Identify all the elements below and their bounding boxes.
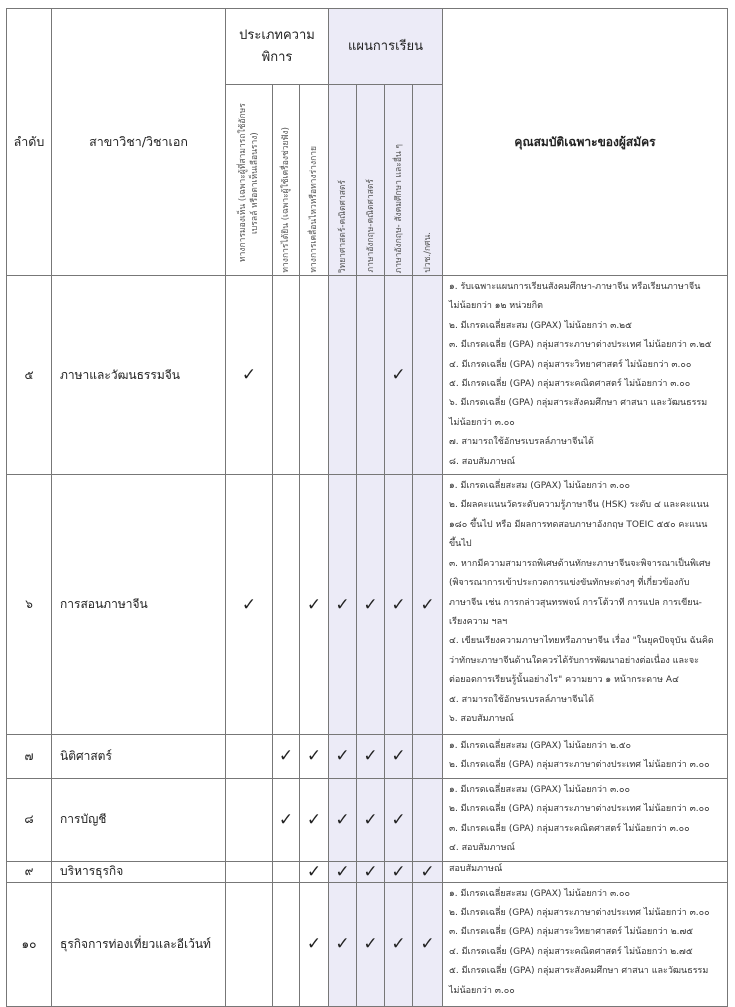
qualification-line: สอบสัมภาษณ์	[449, 863, 503, 874]
qualification-line: ๑. มีเกรดเฉลี่ยสะสม (GPAX) ไม่น้อยกว่า ๓.๐๐	[449, 784, 630, 795]
row-number: ๗	[7, 735, 52, 779]
header-label: วิทยาศาสตร์-คณิตศาสตร์	[337, 179, 348, 273]
check-icon: ✓	[300, 861, 329, 882]
check-icon: ✓	[226, 276, 273, 475]
header-label: ทางการเคลื่อนไหวหรือทางร่างกาย	[309, 146, 319, 273]
qualification-line: ๑๘๐ ขึ้นไป หรือ มีผลการทดสอบภาษาอังกฤษ TOEIC ๕๕๐ คะแนน	[449, 519, 708, 530]
row-major: การสอนภาษาจีน	[52, 475, 226, 735]
qualification-line: เรียงความ ฯลฯ	[449, 616, 508, 627]
empty-cell	[273, 276, 300, 475]
qualification-line: ๓. มีเกรดเฉลี่ย (GPA) กลุ่มสาระวิทยาศาสตร์ ไม่น้อยกว่า ๒.๗๕	[449, 927, 694, 938]
row-number: ๖	[7, 475, 52, 735]
qualification-line: ๔. สอบสัมภาษณ์	[449, 843, 515, 854]
qualification-line: ๔. มีเกรดเฉลี่ย (GPA) กลุ่มสาระคณิตศาสตร์ ไม่น้อยกว่า ๒.๗๕	[449, 946, 693, 957]
check-icon: ✓	[385, 735, 413, 779]
header-order: ลำดับ	[7, 9, 52, 276]
row-number: ๙	[7, 861, 52, 882]
qualification-line: ๒. มีเกรดเฉลี่ย (GPA) กลุ่มสาระภาษาต่างประเทศ ไม่น้อยกว่า ๓.๐๐	[449, 760, 710, 771]
check-icon: ✓	[357, 882, 385, 1006]
qualification-line: ๖. สอบสัมภาษณ์	[449, 713, 514, 724]
qualification-line: ๖. มีเกรดเฉลี่ย (GPA) กลุ่มสาระสังคมศึกษา ศาสนา และวัฒนธรรม	[449, 398, 708, 409]
qualification-line: ภาษาจีน เช่น การกล่าวสุนทรพจน์ การโต้วาที การแปล การเขียน-	[449, 597, 702, 608]
table-row	[7, 276, 728, 475]
check-icon: ✓	[385, 475, 413, 735]
check-icon: ✓	[226, 475, 273, 735]
empty-cell	[226, 735, 273, 779]
check-icon: ✓	[329, 882, 357, 1006]
header-label: ภาษาอังกฤษ- สังคมศึกษา และอื่น ๆ	[393, 143, 404, 273]
qualification-line: ๗. สามารถใช้อักษรเบรลล์ภาษาจีนได้	[449, 437, 594, 448]
qualification-line: ๕. มีเกรดเฉลี่ย (GPA) กลุ่มสาระคณิตศาสตร์ ไม่น้อยกว่า ๓.๐๐	[449, 379, 691, 390]
header-disability-group: ประเภทความพิการ	[226, 9, 329, 85]
qualification-line: ไม่น้อยกว่า ๓.๐๐	[449, 417, 515, 428]
check-icon: ✓	[413, 475, 443, 735]
check-icon: ✓	[329, 475, 357, 735]
qualification-line: ๓. หากมีความสามารถพิเศษด้านทักษะภาษาจีนจะพิจารณาเป็นพิเศษ	[449, 558, 711, 569]
table-row	[7, 882, 728, 1006]
check-icon: ✓	[385, 861, 413, 882]
qualification-line: ขึ้นไป	[449, 539, 472, 550]
qualification-line: ๓. มีเกรดเฉลี่ย (GPA) กลุ่มสาระคณิตศาสตร์ ไม่น้อยกว่า ๓.๐๐	[449, 823, 690, 834]
row-number: ๑๐	[7, 882, 52, 1006]
header-label: ภาษาอังกฤษ-คณิตศาสตร์	[365, 179, 376, 273]
qualification-line: ๑. มีเกรดเฉลี่ยสะสม (GPAX) ไม่น้อยกว่า ๒.๕๐	[449, 741, 632, 752]
empty-cell	[226, 861, 273, 882]
check-icon: ✓	[413, 882, 443, 1006]
empty-cell	[413, 276, 443, 475]
admission-table	[6, 8, 728, 1007]
check-icon: ✓	[300, 475, 329, 735]
empty-cell	[226, 882, 273, 1006]
check-icon: ✓	[385, 882, 413, 1006]
empty-cell	[300, 276, 329, 475]
header-plan-2	[385, 85, 413, 276]
row-qualifications	[443, 735, 728, 779]
row-qualifications	[443, 882, 728, 1006]
row-major: ธุรกิจการท่องเที่ยวและอีเว้นท์	[52, 882, 226, 1006]
check-icon: ✓	[300, 735, 329, 779]
check-icon: ✓	[413, 861, 443, 882]
check-icon: ✓	[273, 778, 300, 861]
row-major: ภาษาและวัฒนธรรมจีน	[52, 276, 226, 475]
check-icon: ✓	[385, 276, 413, 475]
header-label: ทางการมองเห็น (เฉพาะผู้ที่สามารถใช้อักษรเบรลล์ หรือตาเห็นเลือนราง)	[238, 103, 260, 263]
row-major: บริหารธุรกิจ	[52, 861, 226, 882]
header-disability-1	[273, 85, 300, 276]
empty-cell	[273, 861, 300, 882]
table-row	[7, 735, 728, 779]
header-disability-2	[300, 85, 329, 276]
qualification-line: ๑. มีเกรดเฉลี่ยสะสม (GPAX) ไม่น้อยกว่า ๓.๐๐	[449, 888, 630, 899]
row-qualifications	[443, 861, 728, 882]
check-icon: ✓	[329, 778, 357, 861]
table-row	[7, 475, 728, 735]
check-icon: ✓	[273, 735, 300, 779]
qualification-line: ๓. มีเกรดเฉลี่ย (GPA) กลุ่มสาระภาษาต่างประเทศ ไม่น้อยกว่า ๓.๒๕	[449, 340, 712, 351]
header-label: ปวช./กศน.	[422, 232, 433, 273]
qualification-line: ๕. มีเกรดเฉลี่ย (GPA) กลุ่มสาระสังคมศึกษา ศาสนา และวัฒนธรรม	[449, 966, 709, 977]
qualification-line: ๑. รับเฉพาะแผนการเรียนสังคมศึกษา-ภาษาจีน หรือเรียนภาษาจีน	[449, 282, 701, 292]
header-plan-group: แผนการเรียน	[329, 9, 443, 85]
qualification-line: ๒. มีเกรดเฉลี่ยสะสม (GPAX) ไม่น้อยกว่า ๓.๒๕	[449, 320, 632, 331]
qualification-line: ๒. มีเกรดเฉลี่ย (GPA) กลุ่มสาระภาษาต่างประเทศ ไม่น้อยกว่า ๓.๐๐	[449, 804, 710, 815]
row-qualifications	[443, 276, 728, 475]
qualification-line: ๕. สามารถใช้อักษรเบรลล์ภาษาจีนได้	[449, 694, 594, 705]
row-qualifications	[443, 778, 728, 861]
header-plan-0	[329, 85, 357, 276]
qualification-line: ๑. มีเกรดเฉลี่ยสะสม (GPAX) ไม่น้อยกว่า ๓.๐๐	[449, 481, 630, 492]
qualification-line: (พิจารณาการเข้าประกวดการแข่งขันทักษะต่างๆ ที่เกี่ยวข้องกับ	[449, 578, 690, 589]
header-plan-3	[413, 85, 443, 276]
qualification-line: ๒. มีผลคะแนนวัดระดับความรู้ภาษาจีน (HSK) ระดับ ๔ และคะแนน	[449, 500, 709, 511]
header-plan-1	[357, 85, 385, 276]
empty-cell	[413, 735, 443, 779]
qualification-line: ๒. มีเกรดเฉลี่ย (GPA) กลุ่มสาระภาษาต่างประเทศ ไม่น้อยกว่า ๓.๐๐	[449, 907, 710, 918]
qualification-line: ไม่น้อยกว่า ๑๒ หน่วยกิต	[449, 301, 543, 312]
qualification-line: ว่าทักษะภาษาจีนด้านใดควรได้รับการพัฒนาอย่างต่อเนื่อง และจะ	[449, 655, 699, 666]
qualification-line: ต่อยอดการเรียนรู้นั้นอย่างไร" ความยาว ๑ หน้ากระดาษ A๔	[449, 675, 679, 686]
table-row	[7, 778, 728, 861]
qualification-line: ไม่น้อยกว่า ๓.๐๐	[449, 985, 515, 996]
check-icon: ✓	[329, 735, 357, 779]
check-icon: ✓	[300, 882, 329, 1006]
check-icon: ✓	[329, 861, 357, 882]
row-major: การบัญชี	[52, 778, 226, 861]
check-icon: ✓	[357, 475, 385, 735]
check-icon: ✓	[385, 778, 413, 861]
empty-cell	[413, 778, 443, 861]
table-row	[7, 861, 728, 882]
empty-cell	[226, 778, 273, 861]
header-qualifications: คุณสมบัติเฉพาะของผู้สมัคร	[443, 9, 728, 276]
empty-cell	[273, 882, 300, 1006]
empty-cell	[357, 276, 385, 475]
empty-cell	[273, 475, 300, 735]
empty-cell	[329, 276, 357, 475]
qualification-line: ๔. มีเกรดเฉลี่ย (GPA) กลุ่มสาระวิทยาศาสตร์ ไม่น้อยกว่า ๓.๐๐	[449, 359, 692, 370]
header-label: ทางการได้ยิน (เฉพาะผู้ใช้เครื่องช่วยฟัง)	[281, 127, 291, 273]
row-number: ๕	[7, 276, 52, 475]
row-major: นิติศาสตร์	[52, 735, 226, 779]
check-icon: ✓	[300, 778, 329, 861]
qualification-line: ๔. เขียนเรียงความภาษาไทยหรือภาษาจีน เรื่อง "ในยุคปัจจุบัน ฉันคิด	[449, 636, 714, 647]
row-number: ๘	[7, 778, 52, 861]
check-icon: ✓	[357, 735, 385, 779]
header-major: สาขาวิชา/วิชาเอก	[52, 9, 226, 276]
header-disability-0	[226, 85, 273, 276]
row-qualifications	[443, 475, 728, 735]
check-icon: ✓	[357, 778, 385, 861]
check-icon: ✓	[357, 861, 385, 882]
qualification-line: ๘. สอบสัมภาษณ์	[449, 456, 516, 467]
